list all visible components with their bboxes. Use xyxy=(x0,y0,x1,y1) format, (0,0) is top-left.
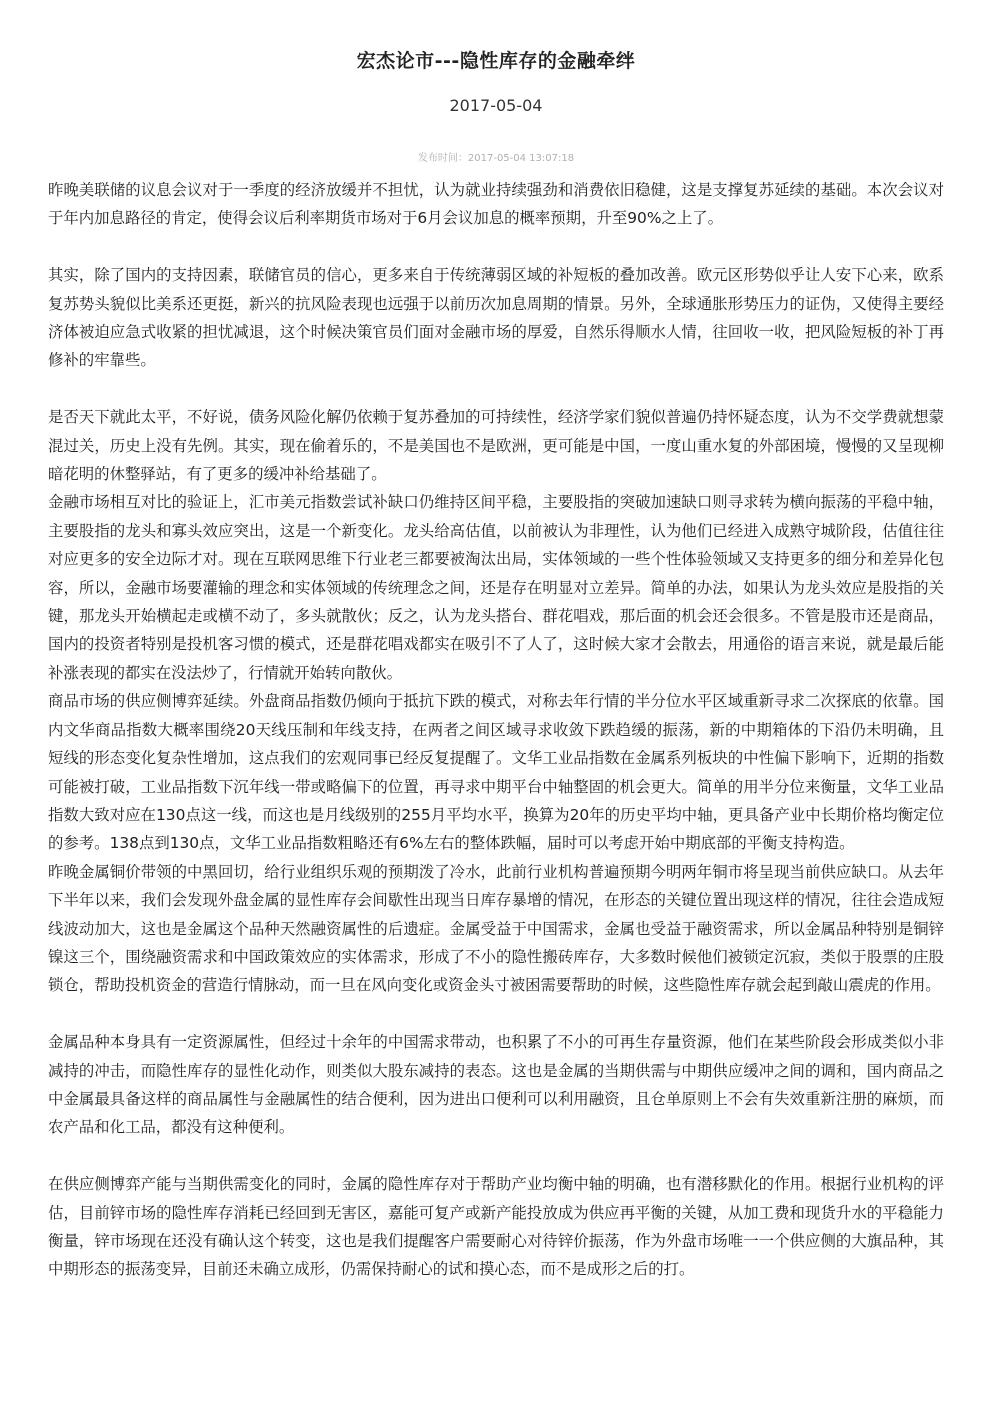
article-date: 2017-05-04 xyxy=(449,96,543,115)
paragraph: 昨晚美联储的议息会议对于一季度的经济放缓并不担忧，认为就业持续强劲和消费依旧稳健，这是支撑复苏延续的基础。本次会议对于年内加息路径的肯定，使得会议后利率期货市场对于6月会议加息的概率预期，升至90%之上了。 xyxy=(48,181,944,228)
paragraph: 在供应侧博弈产能与当期供需变化的同时，金属的隐性库存对于帮助产业均衡中轴的明确，也有潜移默化的作用。根据行业机构的评估，目前锌市场的隐性库存消耗已经回到无害区，嘉能可复产或新产能投放成为供应再平衡的关键，从加工费和现货升水的平稳能力衡量，锌市场现在还没有确认这个转变，这也是我们提醒客户需要耐心对待锌价振荡，作为外盘市场唯一一个供应侧的大旗品种，其中期形态的振荡变异，目前还未确立成形，仍需保持耐心的试和摸心态，而不是成形之后的打。 xyxy=(48,1175,944,1279)
paragraph: 商品市场的供应侧博弈延续。外盘商品指数仍倾向于抵抗下跌的模式，对称去年行情的半分位水平区域重新寻求二次探底的依靠。国内文华商品指数大概率围绕20天线压制和年线支持，在两者之间区域寻求收敛下跌趋缓的振荡，新的中期箱体的下沿仍未明确，且短线的形态变化复杂性增加，这点我们的宏观同事已经反复提醒了。文华工业品指数在金属系列板块的中性偏下影响下，近期的指数可能被打破，工业品指数下沉年线一带或略偏下的位置，再寻求中期平台中轴整固的机会更大。简单的用半分位来衡量，文华工业品指数大致对应在130点这一线，而这也是月线级别的255月平均水平，换算为20年的历史平均中轴，更具备产业中长期价格均衡定位的参考。138点到130点，文华工业品指数粗略还有6%左右的整体跌幅，届时可以考虑开始中期底部的平衡支持构造。 xyxy=(48,692,944,853)
article-body xyxy=(48,176,944,1284)
paragraph: 金属品种本身具有一定资源属性，但经过十余年的中国需求带动，也积累了不小的可再生存量资源，他们在某些阶段会形成类似小非减持的冲击，而隐性库存的显性化动作，则类似大股东减持的表态。这也是金属的当期供需与中期供应缓冲之间的调和，国内商品之中金属最具备这样的商品属性与金融属性的结合便利，因为进出口便利可以利用融资，且仓单原则上不会有失效重新注册的麻烦，而农产品和化工品，都没有这种便利。 xyxy=(48,1033,944,1137)
page-title: 宏杰论市---隐性库存的金融牵绊 xyxy=(356,50,636,72)
paragraph: 是否天下就此太平，不好说，债务风险化解仍依赖于复苏叠加的可持续性，经济学家们貌似普遍仍持怀疑态度，认为不交学费就想蒙混过关，历史上没有先例。其实，现在偷着乐的，不是美国也不是欧洲，更可能是中国，一度山重水复的外部困境，慢慢的又呈现柳暗花明的休整驿站，有了更多的缓冲补给基础了。 xyxy=(48,408,944,484)
publish-time: 2017-05-04 13:07:18 xyxy=(467,153,575,164)
paragraph: 昨晚金属铜价带领的中黑回切，给行业组织乐观的预期泼了冷水，此前行业机构普遍预期今明两年铜市将呈现当前供应缺口。从去年下半年以来，我们会发现外盘金属的显性库存会间歇性出现当日库存暴增的情况，在形态的关键位置出现这样的情况，往往会造成短线波动加大，这也是金属这个品种天然融资属性的后遗症。金属受益于中国需求，金属也受益于融资需求，所以金属品种特别是铜锌镍这三个，围绕融资需求和中国政策效应的实体需求，形成了不小的隐性搬砖库存，大多数时候他们被锁定沉寂，类似于股票的庄股锁仓，帮助投机资金的营造行情脉动，而一旦在风向变化或资金头寸被困需要帮助的时候，这些隐性库存就会起到敲山震虎的作用。 xyxy=(48,862,944,995)
publish-meta xyxy=(0,149,992,164)
publish-label: 发布时间： xyxy=(417,153,468,164)
paragraph: 其实，除了国内的支持因素，联储官员的信心，更多来自于传统薄弱区域的补短板的叠加改善。欧元区形势似乎让人安下心来，欧系复苏势头貌似比美系还更挺，新兴的抗风险表现也远强于以前历次加息周期的情景。另外，全球通胀形势压力的证伪，又使得主要经济体被迫应急式收紧的担忧减退，这个时候决策官员们面对金融市场的厚爱，自然乐得顺水人情，往回收一收，把风险短板的补丁再修补的牢靠些。 xyxy=(48,266,944,370)
paragraph: 金融市场相互对比的验证上，汇市美元指数尝试补缺口仍维持区间平稳，主要股指的突破加速缺口则寻求转为横向振荡的平稳中轴，主要股指的龙头和寡头效应突出，这是一个新变化。龙头给高估值，以前被认为非理性，认为他们已经进入成熟守城阶段，估值往往对应更多的安全边际才对。现在互联网思维下行业老三都要被淘汰出局，实体领域的一些个性体验领域又支持更多的细分和差异化包容，所以，金融市场要灌输的理念和实体领域的传统理念之间，还是存在明显对立差异。简单的办法，如果认为龙头效应是股指的关键，那龙头开始横起走或横不动了，多头就散伙；反之，认为龙头搭台、群花唱戏，那后面的机会还会很多。不管是股市还是商品，国内的投资者特别是投机客习惯的模式，还是群花唱戏都实在吸引不了人了，这时候大家才会散去，用通俗的语言来说，就是最后能补涨表现的都实在没法炒了，行情就开始转向散伙。 xyxy=(48,493,944,682)
